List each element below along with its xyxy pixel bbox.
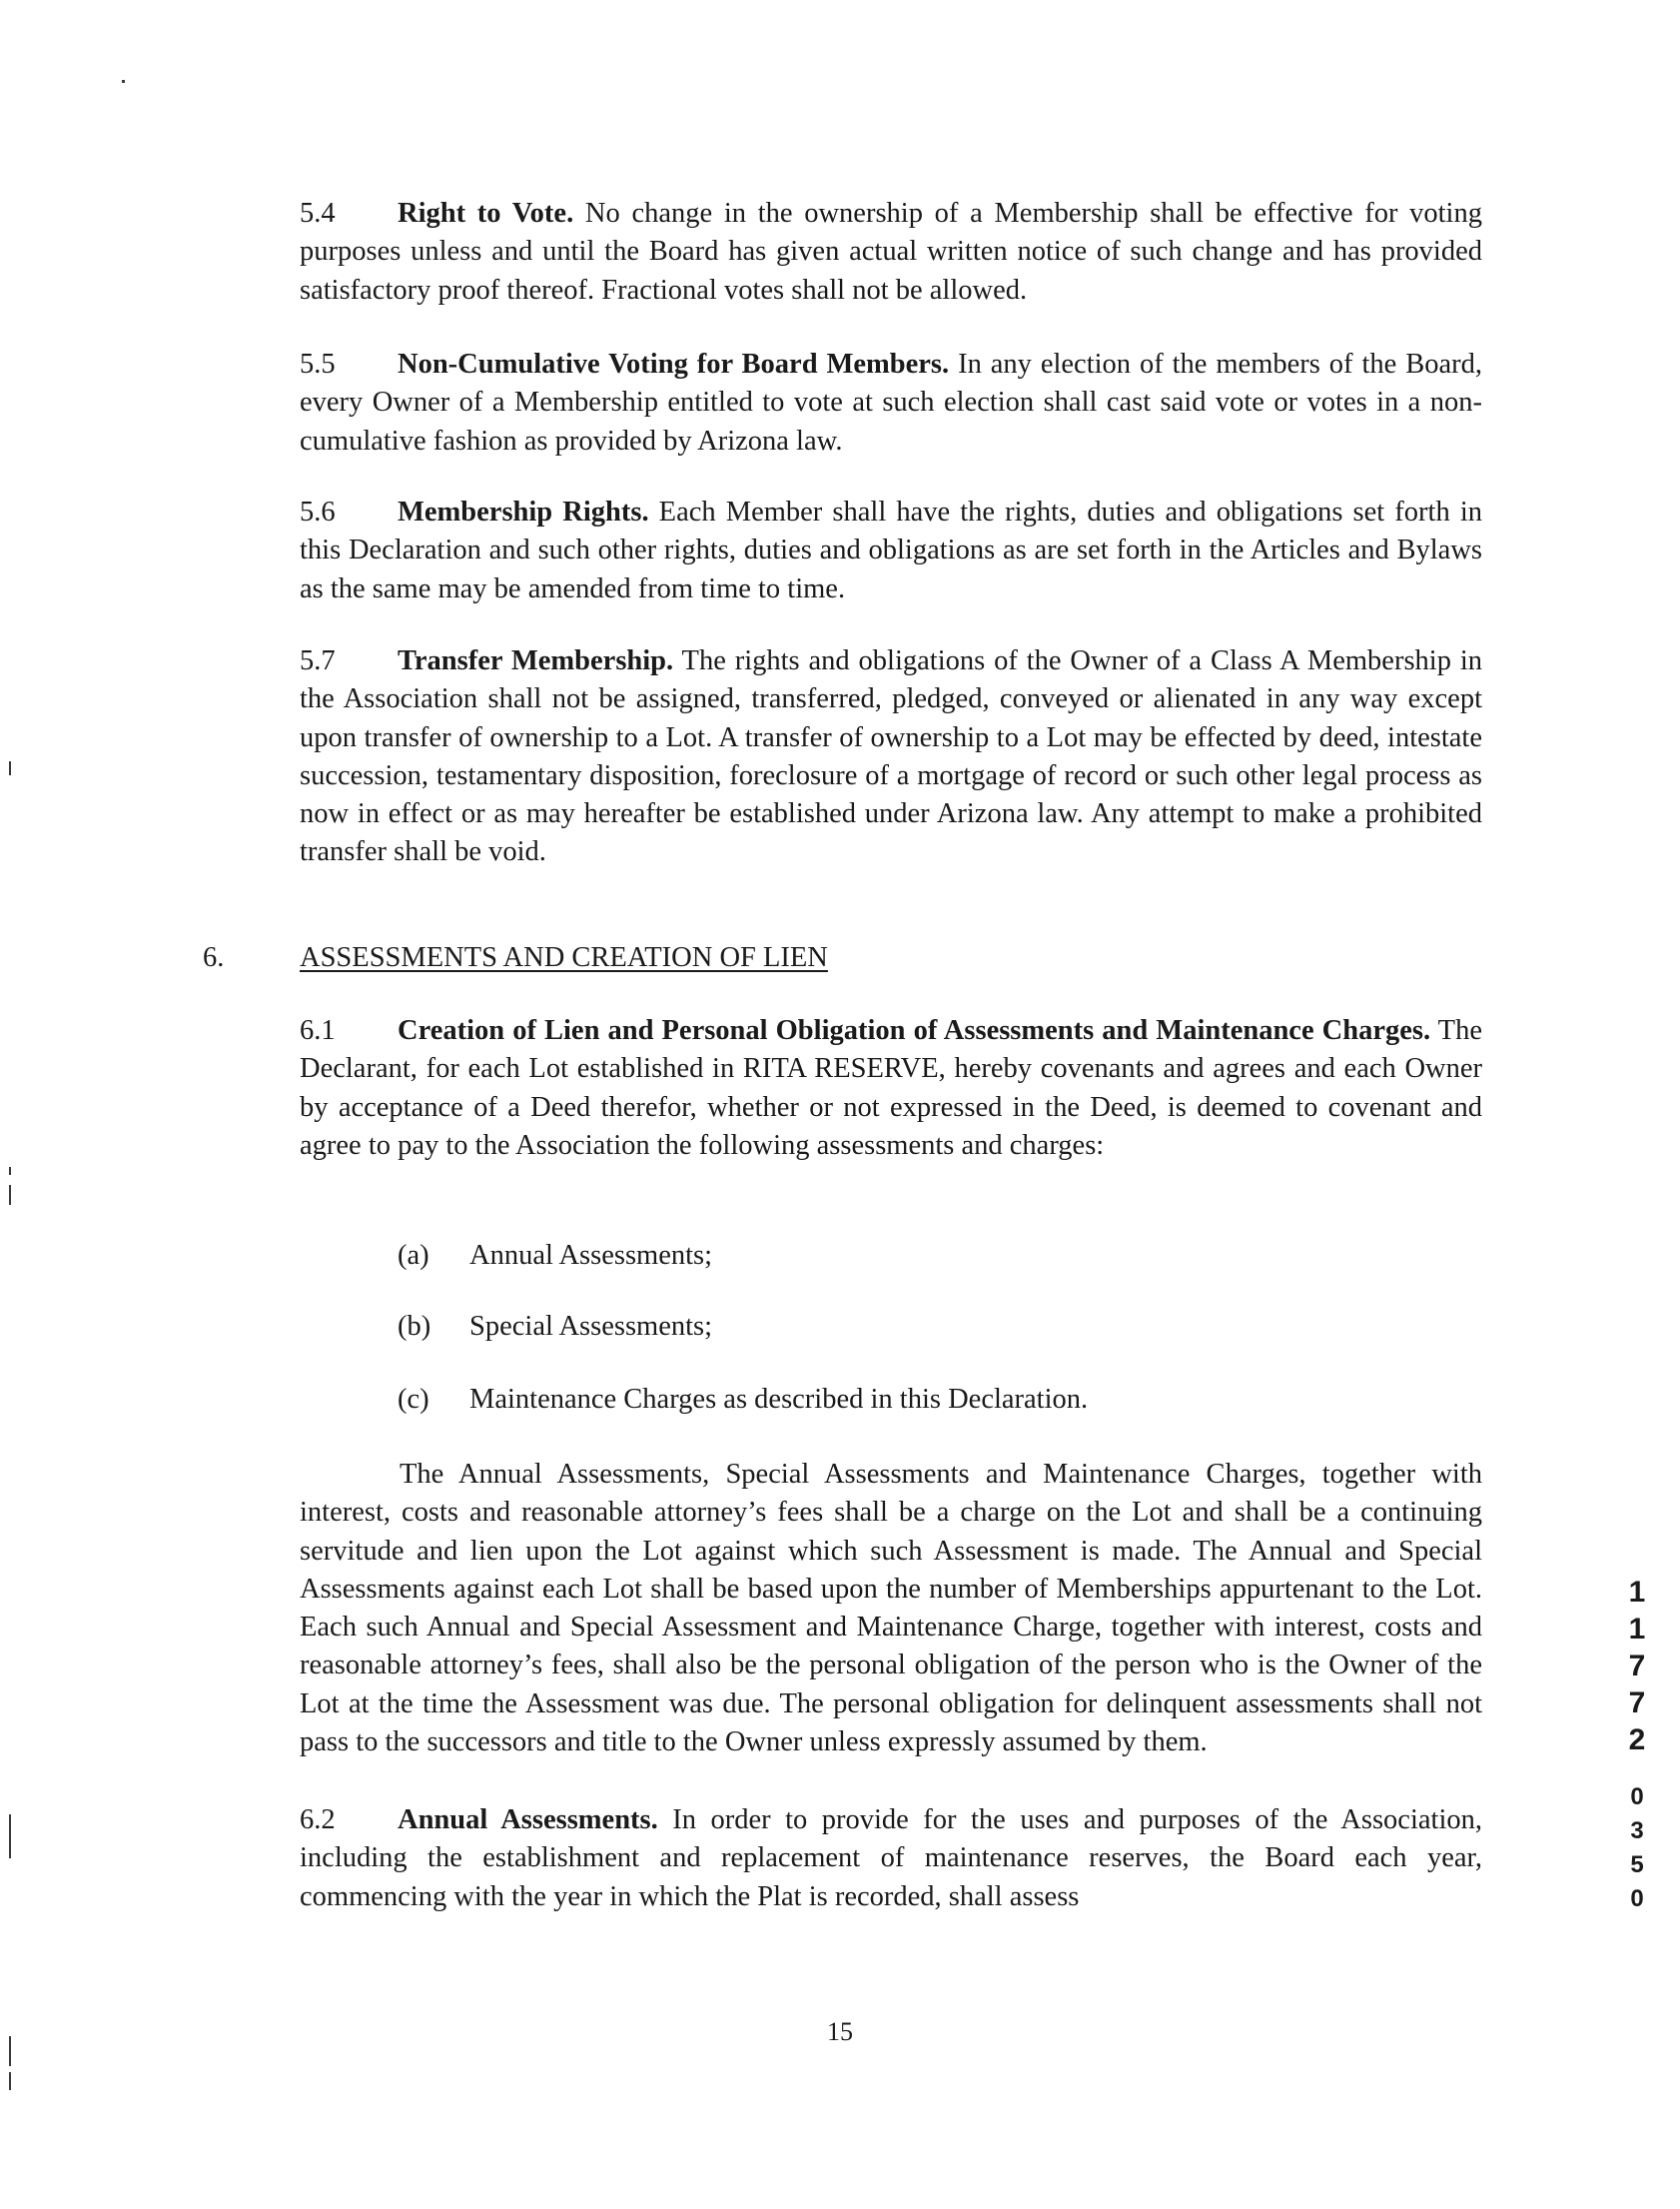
list-item-text: Maintenance Charges as described in this Declaration. [469, 1384, 1089, 1415]
section-heading [203, 939, 828, 977]
scan-speck [122, 80, 125, 83]
page-number: 15 [827, 2017, 853, 2046]
paragraph-5-5 [300, 346, 1482, 461]
paragraph-text: In any election of the members of the Board, every Owner of a Membership entitled to vote at such election shall cast said vote or votes in a non-cumulative fashion as provided by Arizona law. [300, 349, 1482, 457]
section-title: ASSESSMENTS AND CREATION OF LIEN [300, 942, 828, 973]
stamp-digit: 1 [1628, 1613, 1646, 1646]
list-marker: (c) [398, 1384, 429, 1415]
paragraph-6-1 [300, 1012, 1482, 1165]
stamp-digit: 5 [1630, 1851, 1644, 1878]
list-item [398, 1237, 712, 1275]
scan-edge-mark [9, 2072, 11, 2090]
scan-edge-mark [9, 1167, 11, 1175]
list-item-text: Annual Assessments; [469, 1240, 713, 1271]
scan-edge-mark [9, 761, 11, 775]
paragraph-text: The rights and obligations of the Owner of a Class A Membership in the Association shall not be assigned, transferred, pledged, conveyed or alienated in any way except upon transfer of ownership to a Lot. A transfer of ownership to a Lot may be effected by deed, intestate succession, testamentary disposition, foreclosure of a mortgage of record or such other legal process as now in effect or as may hereafter be established under Arizona law. Any attempt to make a prohibited transfer shall be void. [300, 645, 1482, 868]
paragraph-heading: Right to Vote. [398, 198, 574, 229]
paragraph-number: 6.1 [300, 1015, 336, 1046]
list-item [398, 1381, 1088, 1419]
paragraph-number: 6.2 [300, 1804, 336, 1835]
assessment-paragraph: The Annual Assessments, Special Assessments and Maintenance Charges, together with interest, costs and reasonable attorney’s fees shall be a charge on the Lot and shall be a continuing servitude and lien upon the Lot against which such Assessment is made. The Annual and Special Assessments against each Lot shall be based upon the number of Memberships appurtenant to the Lot. Each such Annual and Special Assessment and Maintenance Charge, together with interest, costs and reasonable attorney’s fees, shall also be the personal obligation of the person who is the Owner of the Lot at the time the Assessment was due. The personal obligation for delinquent assessments shall not pass to the successors and title to the Owner unless expressly assumed by them. [300, 1459, 1482, 1758]
paragraph-text: The Declarant, for each Lot established in RITA RESERVE, hereby covenants and agrees and each Owner by acceptance of a Deed therefor, whether or not expressed in the Deed, is deemed to covenant and agree to pay to the Association the following assessments and charges: [300, 1015, 1482, 1161]
paragraph-text: In order to provide for the uses and purposes of the Association, including the establishment and replacement of maintenance reserves, the Board each year, commencing with the year in which the Plat is recorded, shall assess [300, 1804, 1482, 1912]
stamp-digit: 7 [1628, 1650, 1646, 1682]
section-number: 6. [203, 942, 225, 973]
paragraph-heading: Annual Assessments. [398, 1804, 658, 1835]
scan-edge-mark [9, 2036, 11, 2066]
list-item [398, 1308, 712, 1346]
paragraph-5-7 [300, 642, 1482, 872]
stamp-digit: 7 [1628, 1686, 1646, 1719]
list-marker: (b) [398, 1311, 431, 1342]
paragraph-5-6 [300, 494, 1482, 608]
recording-number-stamp [1620, 1574, 1654, 1916]
paragraph-6-2 [300, 1801, 1482, 1916]
list-item-text: Special Assessments; [469, 1311, 713, 1342]
scan-edge-mark [9, 1185, 11, 1205]
paragraph-text: No change in the ownership of a Membership shall be effective for voting purposes unless and until the Board has given actual written notice of such change and has provided satisfactory proof thereof. Fractional votes shall not be allowed. [300, 198, 1482, 306]
stamp-digit: 1 [1628, 1576, 1646, 1609]
stamp-digit: 2 [1628, 1723, 1646, 1756]
paragraph-heading: Transfer Membership. [398, 645, 674, 676]
paragraph-number: 5.6 [300, 497, 336, 528]
paragraph-heading: Non-Cumulative Voting for Board Members. [398, 349, 950, 380]
scan-edge-mark [9, 1814, 11, 1858]
paragraph-number: 5.5 [300, 349, 336, 380]
stamp-digit: 0 [1630, 1783, 1644, 1810]
list-marker: (a) [398, 1240, 429, 1271]
paragraph-number: 5.4 [300, 198, 336, 229]
paragraph-text: Each Member shall have the rights, duties and obligations set forth in this Declaration and such other rights, duties and obligations as are set forth in the Articles and Bylaws as the same may be amended from time to time. [300, 497, 1482, 604]
paragraph-5-4 [300, 195, 1482, 310]
stamp-digit: 0 [1630, 1885, 1644, 1912]
paragraph-number: 5.7 [300, 645, 336, 676]
paragraph-heading: Creation of Lien and Personal Obligation of Assessments and Maintenance Charges. [398, 1015, 1431, 1046]
stamp-digit: 3 [1630, 1817, 1644, 1844]
paragraph-heading: Membership Rights. [398, 497, 649, 528]
